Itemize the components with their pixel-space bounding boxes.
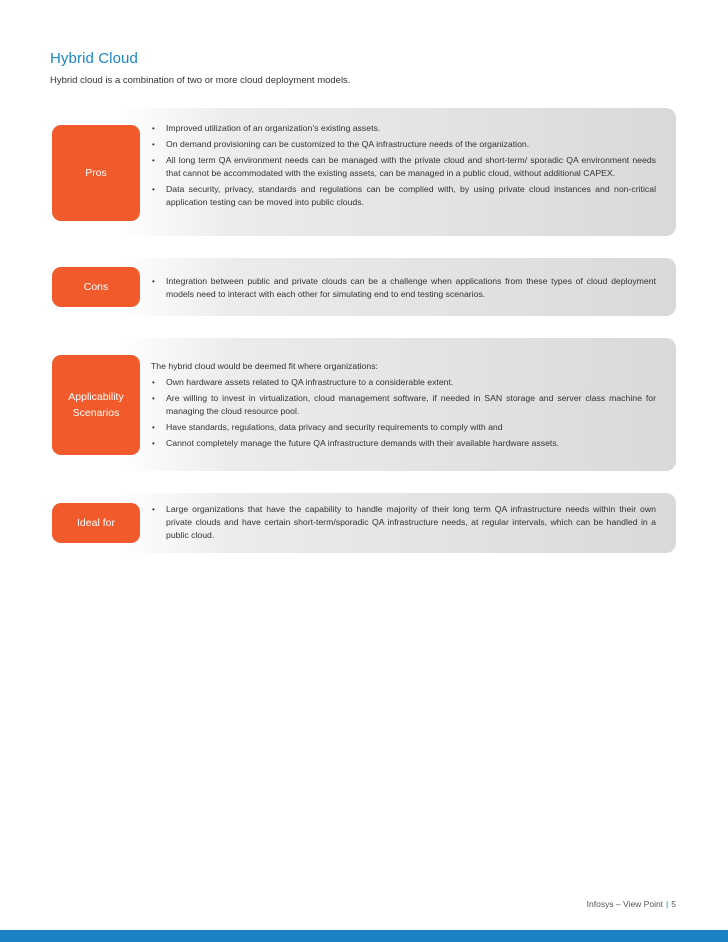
list-item: • Own hardware assets related to QA infrastructure to a considerable extent. xyxy=(151,376,656,389)
footer-text: Infosys – View Point xyxy=(586,899,664,909)
applicability-intro: The hybrid cloud would be deemed fit where organizations: xyxy=(151,361,378,371)
list-item: • All long term QA environment needs can be managed with the private cloud and short-term/ sporadic QA environment needs that cannot be accommodated with the existing assets, can be managed in a public cloud, without additional CAPEX. xyxy=(151,154,656,180)
ideal-list xyxy=(151,503,656,542)
ideal-content xyxy=(151,503,656,545)
list-item: • Integration between public and private clouds can be a challenge when applications from these types of cloud deployment models need to interact with each other for simulating end to end testing scenarios. xyxy=(151,275,656,301)
list-item: • Improved utilization of an organization’s existing assets. xyxy=(151,122,656,135)
page-title: Hybrid Cloud xyxy=(50,50,138,67)
page-subtitle: Hybrid cloud is a combination of two or more cloud deployment models. xyxy=(50,75,351,86)
ideal-label: Ideal for xyxy=(52,503,140,543)
ideal-panel xyxy=(50,493,676,553)
footer-separator: | xyxy=(666,899,669,909)
pros-label: Pros xyxy=(52,125,140,221)
applicability-label: Applicability Scenarios xyxy=(52,355,140,455)
pros-panel xyxy=(50,108,676,236)
page-footer xyxy=(587,899,676,909)
applicability-panel xyxy=(50,338,676,471)
applicability-list xyxy=(151,376,656,450)
list-item: • On demand provisioning can be customized to the QA infrastructure needs of the organization. xyxy=(151,138,656,151)
cons-panel xyxy=(50,258,676,316)
applicability-content xyxy=(151,360,656,453)
cons-list xyxy=(151,275,656,301)
bottom-bar xyxy=(0,930,728,942)
cons-content xyxy=(151,275,656,304)
page-number: 5 xyxy=(671,899,676,909)
pros-content xyxy=(151,122,656,212)
pros-list xyxy=(151,122,656,209)
list-item: • Large organizations that have the capability to handle majority of their long term QA infrastructure needs within their own private clouds and have certain short-term/sporadic QA infrastructure needs, at regular intervals, which can be handled in a public cloud. xyxy=(151,503,656,542)
list-item: • Are willing to invest in virtualization, cloud management software, if needed in SAN storage and server class machine for managing the cloud resource pool. xyxy=(151,392,656,418)
list-item: • Have standards, regulations, data privacy and security requirements to comply with and xyxy=(151,421,656,434)
cons-label: Cons xyxy=(52,267,140,307)
list-item: • Data security, privacy, standards and regulations can be complied with, by using private cloud instances and non-critical application testing can be moved into public clouds. xyxy=(151,183,656,209)
list-item: • Cannot completely manage the future QA infrastructure demands with their available hardware assets. xyxy=(151,437,656,450)
